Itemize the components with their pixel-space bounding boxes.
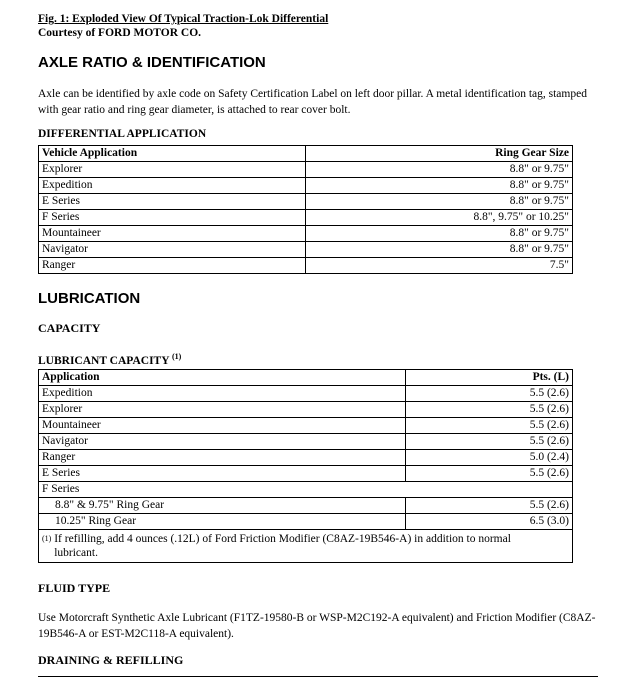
- axle-paragraph: Axle can be identified by axle code on Safety Certification Label on left door pillar. A metal identification tag, stamped with gear ratio and ring gear diameter, is attached to rear cover bolt.: [38, 88, 587, 116]
- differential-table: [38, 145, 573, 274]
- table-footnote-row: [39, 530, 573, 563]
- table-cell: Ranger: [39, 258, 306, 274]
- table-cell: 5.5 (2.6): [406, 434, 573, 450]
- table-row: [39, 226, 573, 242]
- figure-caption: [38, 12, 328, 40]
- table-cell: 6.5 (3.0): [406, 514, 573, 530]
- diff-table-title: DIFFERENTIAL APPLICATION: [38, 128, 207, 140]
- table-cell: 8.8" or 9.75": [306, 242, 573, 258]
- table-cell: Mountaineer: [39, 226, 306, 242]
- axle-heading: AXLE RATIO & IDENTIFICATION: [38, 54, 266, 71]
- column-header: Ring Gear Size: [306, 146, 573, 162]
- table-group-label: F Series: [39, 482, 573, 498]
- table-header-row: [39, 370, 573, 386]
- table-sub-row: [39, 498, 573, 514]
- table-cell: 5.5 (2.6): [406, 466, 573, 482]
- table-row: [39, 450, 573, 466]
- table-cell: Ranger: [39, 450, 406, 466]
- draining-heading: DRAINING & REFILLING: [38, 653, 184, 667]
- figure-title: Fig. 1: Exploded View Of Typical Traction-Lok Differential: [38, 13, 329, 25]
- table-cell: 5.5 (2.6): [406, 386, 573, 402]
- table-row: [39, 178, 573, 194]
- figure-courtesy: Courtesy of FORD MOTOR CO.: [38, 27, 202, 39]
- lube-table-title-note: (1): [171, 352, 182, 361]
- capacity-heading: CAPACITY: [38, 321, 101, 335]
- table-cell: Expedition: [39, 178, 306, 194]
- table-cell: F Series: [39, 210, 306, 226]
- table-sub-row: [39, 514, 573, 530]
- table-cell: 8.8" or 9.75": [306, 226, 573, 242]
- table-row: [39, 242, 573, 258]
- column-header: Application: [39, 370, 406, 386]
- table-cell: Navigator: [39, 434, 406, 450]
- table-cell: Expedition: [39, 386, 406, 402]
- table-row: [39, 386, 573, 402]
- table-cell: Mountaineer: [39, 418, 406, 434]
- footnote-mark: (1): [42, 534, 52, 543]
- footnote-text: If refilling, add 4 ounces (.12L) of Ford Friction Modifier (C8AZ-19B546-A) in addition to normal lubricant.: [54, 533, 511, 559]
- table-footnote: [39, 530, 573, 563]
- table-cell: 8.8" or 9.75": [306, 178, 573, 194]
- fluid-type-heading: FLUID TYPE: [38, 581, 111, 595]
- table-cell: 8.8" & 9.75" Ring Gear: [39, 498, 406, 514]
- table-header-row: [39, 146, 573, 162]
- lube-table-title: [38, 352, 181, 367]
- table-row: [39, 402, 573, 418]
- table-row: [39, 162, 573, 178]
- table-cell: Explorer: [39, 162, 306, 178]
- table-group-row: [39, 482, 573, 498]
- table-cell: 8.8" or 9.75": [306, 162, 573, 178]
- table-row: [39, 194, 573, 210]
- table-cell: E Series: [39, 194, 306, 210]
- lube-table-title-text: LUBRICANT CAPACITY: [38, 355, 170, 367]
- table-row: [39, 434, 573, 450]
- table-cell: 5.5 (2.6): [406, 402, 573, 418]
- table-cell: 8.8" or 9.75": [306, 194, 573, 210]
- table-cell: 5.5 (2.6): [406, 498, 573, 514]
- table-row: [39, 258, 573, 274]
- table-cell: Explorer: [39, 402, 406, 418]
- column-header: Vehicle Application: [39, 146, 306, 162]
- table-cell: 7.5": [306, 258, 573, 274]
- table-row: [39, 210, 573, 226]
- column-header: Pts. (L): [406, 370, 573, 386]
- lubricant-capacity-table: [38, 369, 573, 563]
- fluid-type-paragraph: Use Motorcraft Synthetic Axle Lubricant (F1TZ-19580-B or WSP-M2C192-A equivalent) and Friction Modifier (C8AZ-19B546-A or EST-M2C118-A equivalent).: [38, 612, 596, 640]
- table-cell: 5.0 (2.4): [406, 450, 573, 466]
- table-cell: E Series: [39, 466, 406, 482]
- table-row: [39, 418, 573, 434]
- table-cell: 10.25" Ring Gear: [39, 514, 406, 530]
- lubrication-heading: LUBRICATION: [38, 290, 141, 307]
- table-cell: 8.8", 9.75" or 10.25": [306, 210, 573, 226]
- table-cell: Navigator: [39, 242, 306, 258]
- table-row: [39, 466, 573, 482]
- table-cell: 5.5 (2.6): [406, 418, 573, 434]
